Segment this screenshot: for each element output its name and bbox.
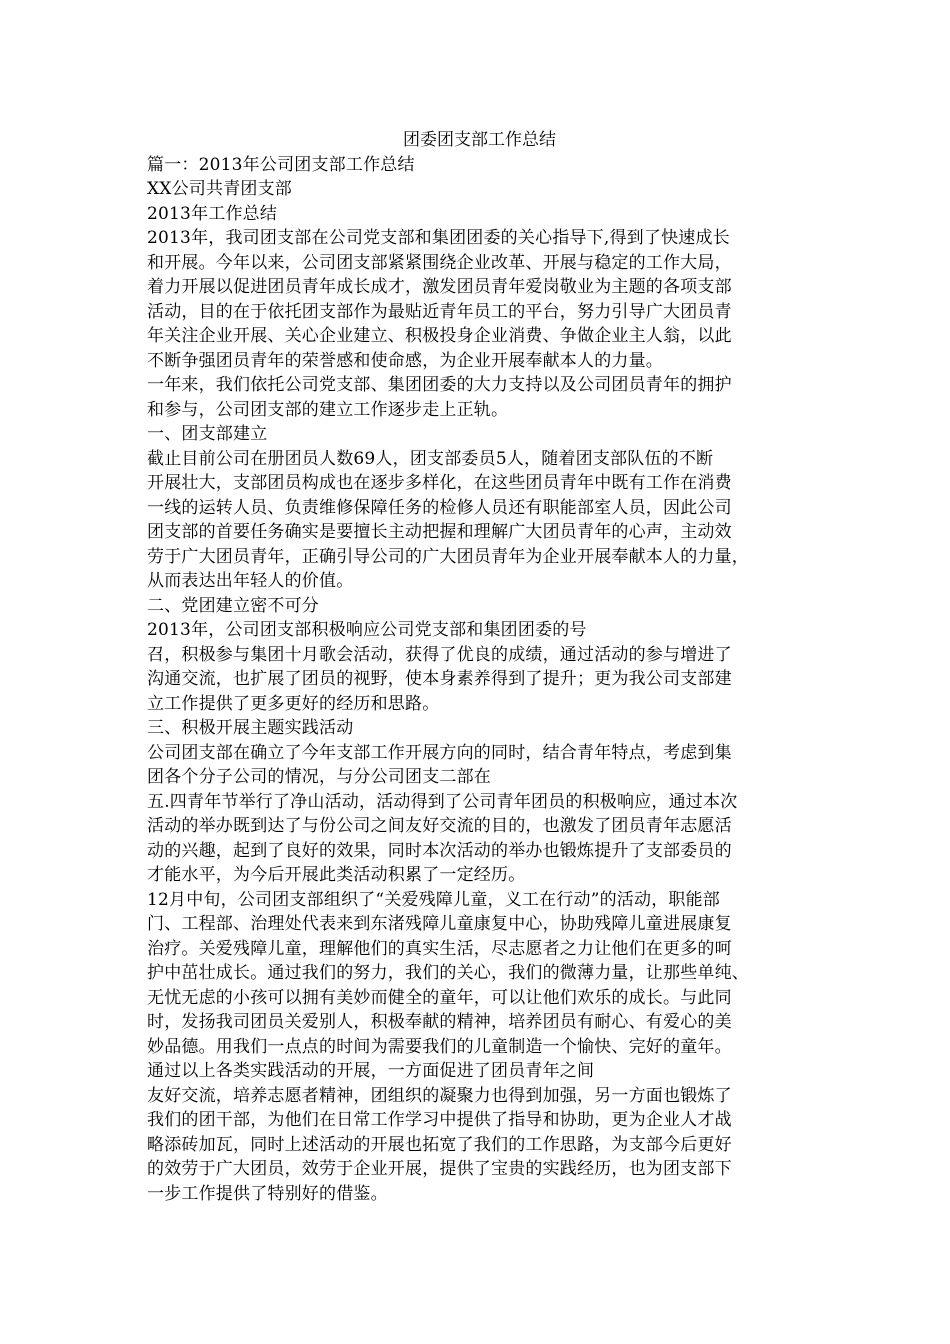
text-line: 活动的举办既到达了与份公司之间友好交流的目的，也激发了团员青年志愿活 [147,816,732,836]
document-body [147,153,812,1207]
text-line: 时，发扬我司团员关爱别人，积极奉献的精神，培养团员有耐心、有爱心的美 [147,1012,732,1032]
text-line: 友好交流，培养志愿者精神，团组织的凝聚力也得到加强，另一方面也锻炼了 [147,1085,732,1106]
text-line: 一步工作提供了特别好的借鉴。 [147,1183,388,1204]
text-line: 团各个分子公司的情况，与分公司团支二部在 [147,767,491,787]
text-line: 三、积极开展主题实践活动 [147,718,354,738]
text-line: 活动，目的在于依托团支部作为最贴近青年员工的平台，努力引导广大团员青 [147,301,732,322]
text-line: 从而表达出年轻人的价值。 [147,571,354,591]
text-line: 和参与，公司团支部的建立工作逐步走上正轨。 [147,399,509,420]
text-line: 公司团支部在确立了今年支部工作开展方向的同时，结合青年特点，考虑到集 [147,742,732,763]
text-line: 我们的团干部，为他们在日常工作学习中提供了指导和协助，更为企业人才战 [147,1110,732,1130]
text-line: 2013年，我司团支部在公司党支部和集团团委的关心指导下,得到了快速成长 [147,228,730,248]
text-line: 二、党团建立密不可分 [147,595,319,616]
text-line: 12月中旬，公司团支部组织了“关爱残障儿童，义工在行动”的活动，职能部 [147,889,721,910]
text-line: 开展壮大，支部团员构成也在逐步多样化，在这些团员青年中既有工作在消费 [147,473,732,493]
text-line: 召，积极参与集团十月歌会活动，获得了优良的成绩，通过活动的参与增进了 [147,644,732,665]
text-line: 一线的运转人员、负责维修保障任务的检修人员还有职能部室人员，因此公司 [147,497,732,518]
text-line: 沟通交流，也扩展了团员的视野，使本身素养得到了提升；更为我公司支部建 [147,669,732,689]
text-line: 治疗。关爱残障儿童，理解他们的真实生活，尽志愿者之力让他们在更多的呵 [147,938,732,959]
text-line: 着力开展以促进团员青年成长成才，激发团员青年爱岗敬业为主题的各项支部 [147,277,732,297]
text-line: 才能水平，为今后开展此类活动积累了一定经历。 [147,865,526,885]
text-line: 门、工程部、治理处代表来到东渚残障儿童康复中心，协助残障儿童进展康复 [147,914,732,934]
document-page [147,128,812,1206]
text-line: 的效劳于广大团员，效劳于企业开展，提供了宝贵的实践经历，也为团支部下 [147,1159,732,1179]
text-line: 2013年工作总结 [147,203,278,224]
text-line: 妙品德。用我们一点点的时间为需要我们的儿童制造一个愉快、完好的童年。 [147,1036,732,1057]
text-line: 篇一：2013年公司团支部工作总结 [147,154,415,175]
text-line: 护中茁壮成长。通过我们的努力，我们的关心，我们的微薄力量，让那些单纯、 [147,963,749,983]
text-line: 团支部的首要任务确实是要擅长主动把握和理解广大团员青年的心声，主动效 [147,522,732,542]
text-line: 一年来，我们依托公司党支部、集团团委的大力支持以及公司团员青年的拥护 [147,375,732,395]
text-line: 和开展。今年以来，公司团支部紧紧围绕企业改革、开展与稳定的工作大局， [147,252,732,273]
text-line: 无忧无虑的小孩可以拥有美妙而健全的童年，可以让他们欢乐的成长。与此同 [147,987,732,1008]
text-line: 动的兴趣，起到了良好的效果，同时本次活动的举办也锻炼提升了支部委员的 [147,840,732,861]
text-line: 略添砖加瓦，同时上述活动的开展也拓宽了我们的工作思路，为支部今后更好 [147,1134,732,1155]
text-line: 五.四青年节举行了净山活动，活动得到了公司青年团员的积极响应，通过本次 [147,791,738,812]
text-line: 立工作提供了更多更好的经历和思路。 [147,693,440,714]
text-line: 一、团支部建立 [147,424,268,444]
text-line: 截止目前公司在册团员人数69人，团支部委员5人，随着团支部队伍的不断 [147,448,714,469]
text-line: XX公司共青团支部 [147,179,293,199]
text-line: 通过以上各类实践活动的开展，一方面促进了团员青年之间 [147,1061,595,1081]
text-line: 年关注企业开展、关心企业建立、积极投身企业消费、争做企业主人翁，以此 [147,326,732,346]
document-title: 团委团支部工作总结 [403,130,556,150]
text-line: 2013年，公司团支部积极响应公司党支部和集团团委的号 [147,620,587,640]
text-line: 不断争强团员青年的荣誉感和使命感，为企业开展奉献本人的力量。 [147,350,663,371]
text-line: 劳于广大团员青年，正确引导公司的广大团员青年为企业开展奉献本人的力量， [147,546,749,567]
